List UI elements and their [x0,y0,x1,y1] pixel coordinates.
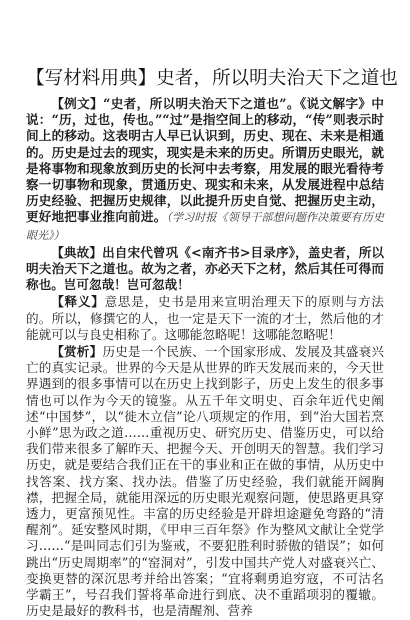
allusion-paragraph [26,245,384,294]
interpretation-text: 意思是，史书是用来宣明治理天下的原则与方法的。所以，修撰它的人，也一定是天下一流的才士，然后他的才能就可以与良史相称了。这哪能忽略呢！这哪能忽略呢！ [26,294,385,342]
allusion-text: 出自宋代曾巩《<南齐书>目录序》，盖史者，所以明夫治天下之道也。故为之者，亦必天下之材，然后其任可得而称也。岂可忽哉！岂可忽哉！ [26,244,385,293]
example-label: 【例文】 [51,96,104,111]
allusion-label: 【典故】 [51,244,103,260]
appreciation-text: 历史是一个民族、一个国家形成、发展及其盛衰兴亡的真实记录。世界的今天是从世界的昨天发展而来的，今天世界遇到的很多事情可以在历史上找到影子，历史上发生的很多事情也可以作为今天的镜鉴。从五千年文明史、百余年近代史阐述“中国梦”，以“徙木立信”论八项规定的作用，到“治大国若烹小鲜”思为政之道……重视历史、研究历史、借鉴历史，可以给我们带来很多了解昨天、把握今天、开创明天的智慧。我们学习历史，就是要结合我们正在干的事业和正在做的事情，从历史中找答案、找方案、找办法。借鉴了历史经验，我们就能开阔胸襟，把握全局，就能用深远的历史眼光观察问题，使思路更具穿透力，更富预见性。丰富的历史经验是开辟坦途避免弯路的“清醒剂”。延安整风时期，《甲申三百年祭》作为整风文献让全党学习……“是叫同志们引为鉴戒，不要犯胜利时骄傲的错误”；如何跳出“历史周期率”的“窑洞对”，引发中国共产党人对盛衰兴亡、变换更替的深沉思考并给出答案；“宜将剩勇追穷寇，不可沽名学霸王”，号召我们誓将革命进行到底、决不重蹈项羽的覆辙。历史是最好的教科书，也是清醒剂、营养 [26,344,385,619]
appreciation-label: 【赏析】 [51,344,103,360]
interpretation-paragraph [26,294,384,343]
page-title: 【写材料用典】史者，所以明夫治天下之道也 [26,68,398,89]
example-text: “史者，所以明夫治天下之道也”。《说文解字》中说：“历，过也，传也。”“过”是指空间上的移动，“传”则表示时间上的移动。这表明古人早已认识到，历史、现在、未来是相通的。历史是过去的现实，现实是未来的历史。所谓历史眼光，就是将事物和现象放到历史的长河中去考察，用发展的眼光看待考察一切事物和现象，贯通历史、现实和未来，从发展进程中总结历史经验、把握历史规律，以此提升历史自觉、把握历史主动，更好地把事业推向前进。 [26,96,384,225]
example-paragraph [26,96,384,244]
appreciation-paragraph [26,344,384,619]
interpretation-label: 【释义】 [51,294,105,310]
example-source: （学习时报《领导干部想问题作决策要有历史眼光》） [26,211,385,242]
